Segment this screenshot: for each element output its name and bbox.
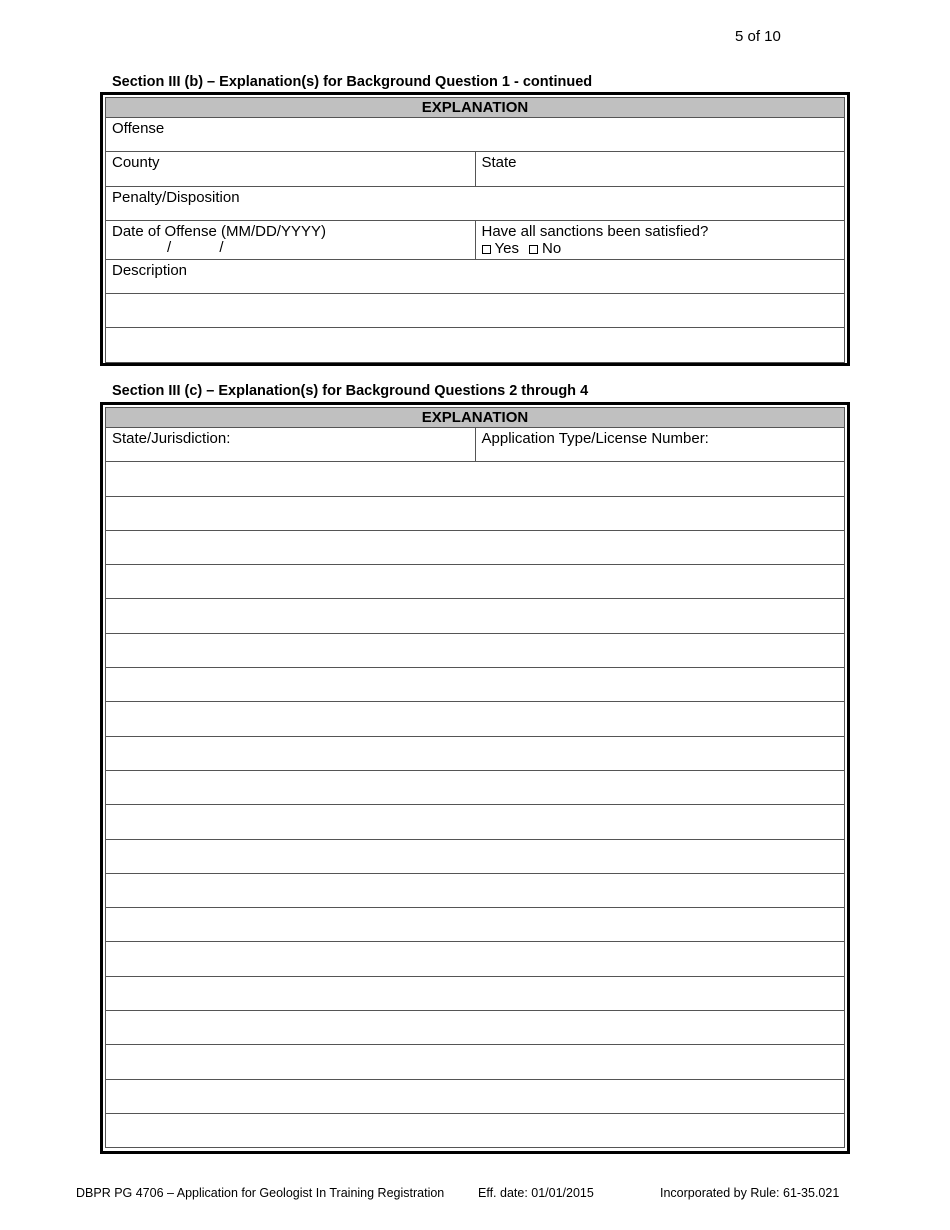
jurisdiction-label: State/Jurisdiction: bbox=[112, 430, 231, 447]
explanation-line[interactable] bbox=[106, 668, 845, 702]
state-field[interactable] bbox=[475, 152, 845, 186]
explanation-line[interactable] bbox=[106, 702, 845, 736]
sanctions-question: Have all sanctions been satisfied? bbox=[481, 222, 709, 240]
description-label: Description bbox=[112, 261, 188, 279]
no-checkbox-icon[interactable] bbox=[529, 245, 538, 254]
offense-label: Offense bbox=[112, 120, 165, 137]
yes-checkbox-icon[interactable] bbox=[482, 245, 491, 254]
description-line[interactable] bbox=[106, 328, 845, 362]
explanation-line[interactable] bbox=[106, 1011, 845, 1045]
county-field[interactable] bbox=[106, 152, 476, 186]
yes-option[interactable] bbox=[482, 240, 519, 257]
explanation-line[interactable] bbox=[106, 770, 845, 804]
explanation-line[interactable] bbox=[106, 1045, 845, 1079]
explanation-line[interactable] bbox=[106, 530, 845, 564]
date-of-offense-label: Date of Offense (MM/DD/YYYY) bbox=[112, 222, 326, 240]
explanation-line[interactable] bbox=[106, 496, 845, 530]
explanation-line[interactable] bbox=[106, 873, 845, 907]
county-label: County bbox=[112, 154, 160, 172]
explanation-line[interactable] bbox=[106, 976, 845, 1010]
explanation-line[interactable] bbox=[106, 462, 845, 496]
explanation-line[interactable] bbox=[106, 599, 845, 633]
section-c-header: EXPLANATION bbox=[106, 408, 845, 428]
application-label: Application Type/License Number: bbox=[481, 430, 709, 447]
date-of-offense-field[interactable] bbox=[106, 220, 476, 259]
footer-rule: Incorporated by Rule: 61-35.021 bbox=[660, 1186, 840, 1200]
section-b-form bbox=[100, 92, 850, 366]
description-field[interactable] bbox=[106, 259, 845, 293]
section-b-header: EXPLANATION bbox=[106, 98, 845, 118]
explanation-line[interactable] bbox=[106, 1113, 845, 1147]
application-field[interactable] bbox=[475, 428, 845, 462]
page-number: 5 of 10 bbox=[735, 28, 781, 45]
description-line[interactable] bbox=[106, 294, 845, 328]
explanation-line[interactable] bbox=[106, 839, 845, 873]
explanation-line[interactable] bbox=[106, 942, 845, 976]
no-option[interactable] bbox=[529, 240, 561, 257]
explanation-line[interactable] bbox=[106, 805, 845, 839]
jurisdiction-field[interactable] bbox=[106, 428, 476, 462]
yes-label: Yes bbox=[494, 239, 519, 257]
explanation-line[interactable] bbox=[106, 908, 845, 942]
explanation-line[interactable] bbox=[106, 1079, 845, 1113]
penalty-label: Penalty/Disposition bbox=[112, 188, 240, 206]
no-label: No bbox=[541, 239, 562, 257]
explanation-line[interactable] bbox=[106, 565, 845, 599]
section-c-title: Section III (c) – Explanation(s) for Background Questions 2 through 4 bbox=[112, 383, 589, 399]
date-separators: / / bbox=[167, 238, 224, 256]
penalty-field[interactable] bbox=[106, 186, 845, 220]
sanctions-field bbox=[475, 220, 845, 259]
explanation-line[interactable] bbox=[106, 736, 845, 770]
section-c-form bbox=[100, 402, 850, 1154]
state-label: State bbox=[481, 154, 517, 172]
section-b-title: Section III (b) – Explanation(s) for Background Question 1 - continued bbox=[112, 74, 593, 90]
offense-field[interactable] bbox=[106, 118, 845, 152]
explanation-line[interactable] bbox=[106, 633, 845, 667]
footer-eff-date: Eff. date: 01/01/2015 bbox=[478, 1186, 594, 1200]
footer-form-name: DBPR PG 4706 – Application for Geologist In Training Registration bbox=[76, 1186, 445, 1200]
